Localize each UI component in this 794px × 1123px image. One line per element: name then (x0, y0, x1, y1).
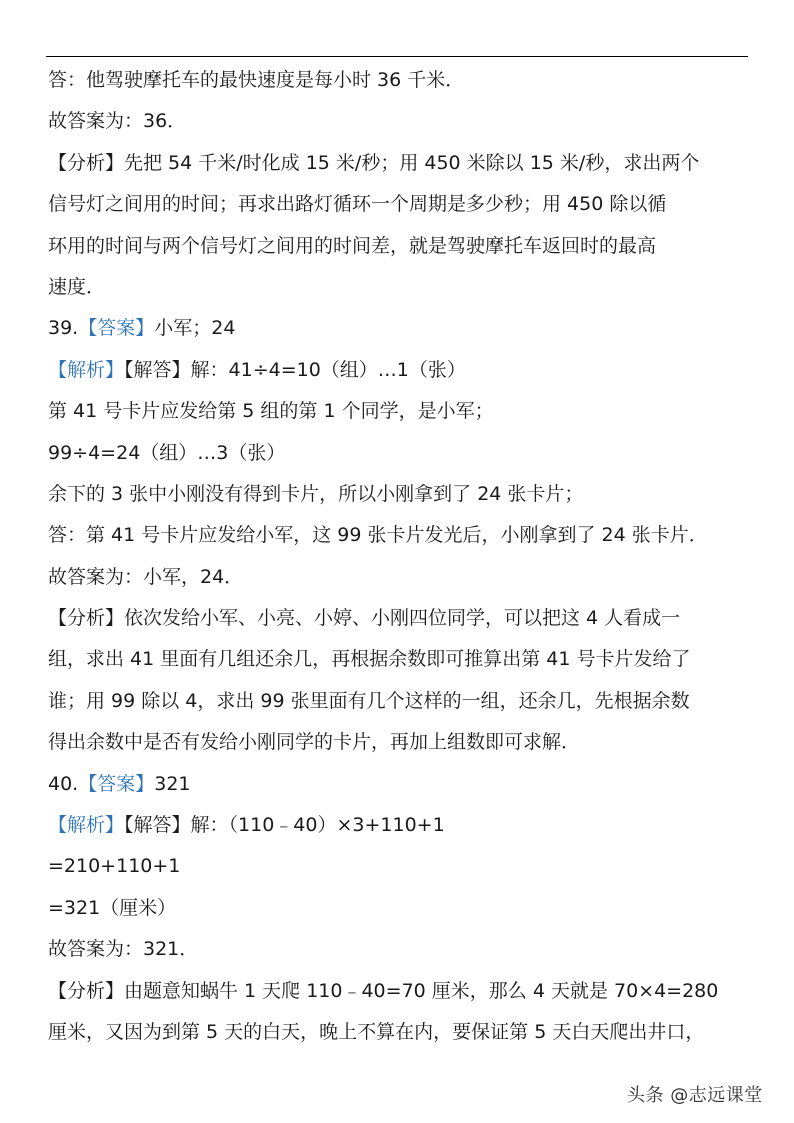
line-text: 【分析】先把 54 千米/时化成 15 米/秒；用 450 米除以 15 米/秒，求出两个 (48, 151, 700, 174)
solution-text: 【解答】解：（110﹣40）×3+110+1 (124, 814, 445, 837)
text-line (48, 267, 758, 308)
answer-text: 小军；24 (154, 317, 236, 340)
text-line (48, 929, 758, 970)
text-line (48, 474, 758, 515)
line-text: 故答案为：321． (48, 938, 199, 961)
line-text: 速度． (48, 275, 106, 298)
text-line (48, 971, 758, 1012)
answer-tag: 【答案】 (78, 317, 155, 340)
text-line (48, 433, 758, 474)
text-line (48, 60, 758, 101)
line-text: 信号灯之间用的时间；再求出路灯循环一个周期是多少秒；用 450 除以循 (48, 193, 667, 216)
watermark: 头条 @志远课堂 (627, 1085, 763, 1106)
answer-tag: 【答案】 (78, 772, 155, 795)
line-text: 故答案为：小军，24． (48, 565, 244, 588)
analysis-tag: 【解析】 (48, 814, 125, 837)
line-text: 【分析】由题意知蜗牛 1 天爬 110﹣40=70 厘米，那么 4 天就是 70×4=280 (48, 979, 719, 1002)
line-text: 得出余数中是否有发给小刚同学的卡片，再加上组数即可求解． (48, 731, 581, 754)
answer-40-line (48, 764, 758, 805)
line-text: =321（厘米） (48, 896, 177, 919)
text-line (48, 681, 758, 722)
line-text: 故答案为：36． (48, 110, 187, 133)
analysis-39-line (48, 350, 758, 391)
text-line (48, 888, 758, 929)
question-number: 39. (48, 317, 79, 340)
text-line (48, 226, 758, 267)
line-text: 谁；用 99 除以 4，求出 99 张里面有几个这样的一组，还余几，先根据余数 (48, 689, 690, 712)
text-line (48, 722, 758, 763)
text-line (48, 184, 758, 225)
line-text: 答：第 41 号卡片应发给小军，这 99 张卡片发光后，小刚拿到了 24 张卡片． (48, 524, 708, 547)
text-line (48, 557, 758, 598)
text-line (48, 1012, 758, 1053)
analysis-40-line (48, 805, 758, 846)
line-text: 厘米，又因为到第 5 天的白天，晚上不算在内，要保证第 5 天白天爬出井口， (48, 1020, 705, 1043)
solution-text: 【解答】解：41÷4=10（组）…1（张） (124, 358, 466, 381)
text-line (48, 515, 758, 556)
text-line (48, 846, 758, 887)
line-text: 余下的 3 张中小刚没有得到卡片，所以小刚拿到了 24 张卡片； (48, 482, 584, 505)
line-text: =210+110+1 (48, 855, 181, 878)
header-rule (46, 56, 748, 57)
document-body (48, 60, 758, 1053)
text-line (48, 639, 758, 680)
analysis-tag: 【解析】 (48, 358, 125, 381)
text-line (48, 101, 758, 142)
line-text: 99÷4=24（组）…3（张） (48, 441, 286, 464)
answer-39-line (48, 308, 758, 349)
question-number: 40. (48, 772, 79, 795)
line-text: 第 41 号卡片应发给第 5 组的第 1 个同学，是小军； (48, 400, 494, 423)
text-line (48, 598, 758, 639)
text-line (48, 391, 758, 432)
line-text: 答：他驾驶摩托车的最快速度是每小时 36 千米． (48, 69, 465, 91)
line-text: 环用的时间与两个信号灯之间用的时间差，就是驾驶摩托车返回时的最高 (48, 234, 657, 257)
text-line (48, 143, 758, 184)
line-text: 【分析】依次发给小军、小亮、小婷、小刚四位同学，可以把这 4 人看成一 (48, 607, 681, 630)
answer-text: 321 (154, 772, 191, 795)
line-text: 组，求出 41 里面有几组还余几，再根据余数即可推算出第 41 号卡片发给了 (48, 648, 691, 671)
